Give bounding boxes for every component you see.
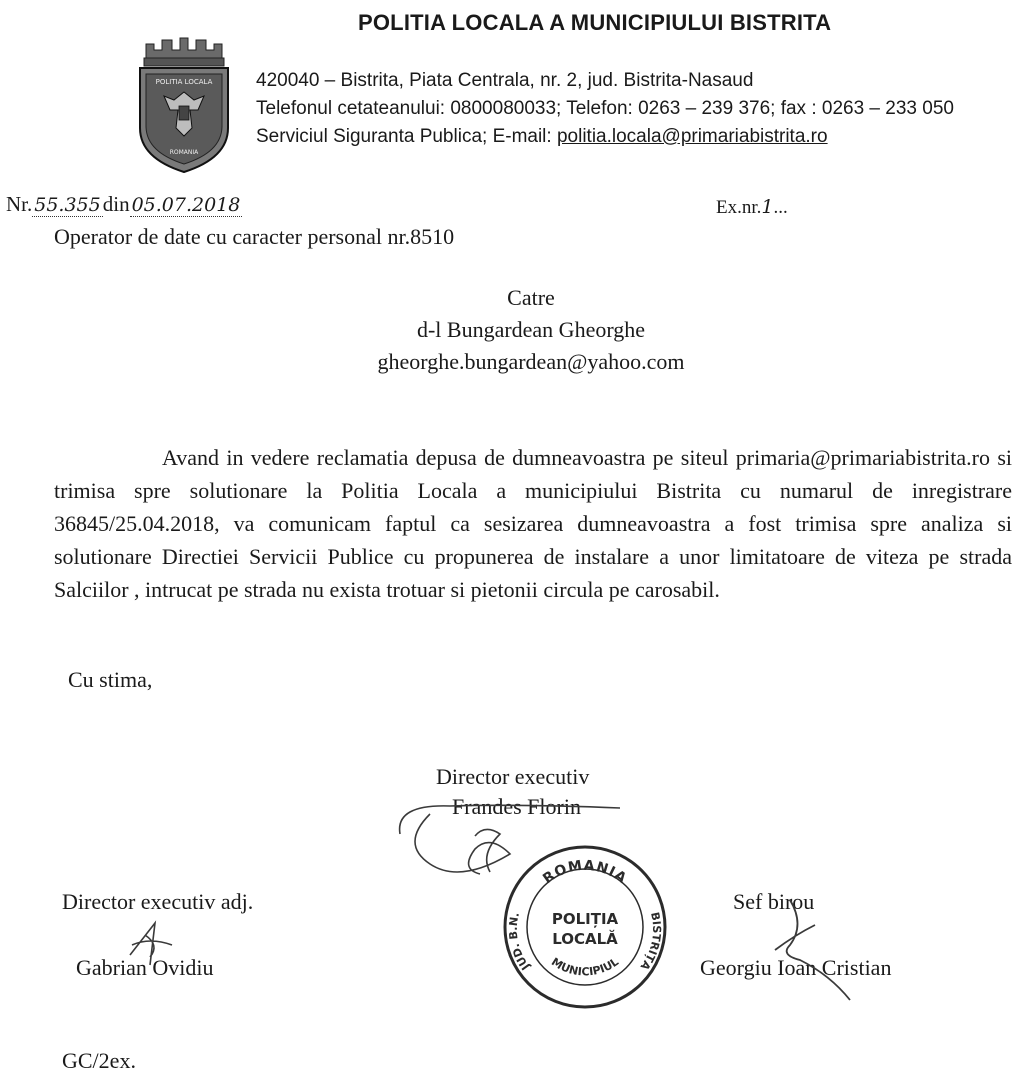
recipient-label: Catre <box>507 285 555 310</box>
institution-email-link[interactable]: politia.locala@primariabistrita.ro <box>556 126 828 147</box>
letter-body-text: Avand in vedere reclamatia depusa de dumneavoastra pe siteul primaria@primariabistrita.ro si trimisa spre solutionare la Politia Locala a municipiului Bistrita cu numarul de inregistrare 36845/25.04.2018, va comunicam faptul ca sesizarea dumneavoastra a fost trimisa spre analiza si solutionare Directiei Servicii Publice cu propunerea de instalare a unor limitatoare de viteza pe strada Salciilor , intrucat pe strada nu exista trotuar si pietonii circula pe carosabil. <box>54 445 1012 602</box>
institution-title: POLITIA LOCALA A MUNICIPIULUI BISTRITA <box>358 10 832 35</box>
ex-label: Ex.nr. <box>716 197 762 218</box>
document-reference: GC/2ex. <box>62 1048 136 1073</box>
coat-of-arms-crest <box>134 36 234 174</box>
stamp-bottom-text: MUNICIPIUL <box>549 955 622 979</box>
copy-number: Ex.nr.1... <box>716 196 788 218</box>
salutation: Cu stima, <box>68 667 153 692</box>
recipient-name: d-l Bungardean Gheorghe <box>416 317 646 342</box>
letter-body <box>54 441 1012 606</box>
office-chief-title: Sef birou <box>733 889 815 914</box>
stamp-top-text: ROMANIA <box>540 857 630 888</box>
deputy-director-title: Director executiv adj. <box>62 889 254 914</box>
date-value: 05.07.2018 <box>131 194 241 216</box>
stamp-right-text: BISTRIȚA <box>637 911 664 973</box>
director-name: Frandes Florin <box>452 794 581 819</box>
din-label: din <box>102 192 130 216</box>
office-chief-name: Georgiu Ioan Cristian <box>700 955 892 980</box>
address-line: 420040 – Bistrita, Piata Centrala, nr. 2, jud. Bistrita-Nasaud <box>256 70 754 91</box>
office-chief-signature <box>770 895 860 1005</box>
nr-label: Nr. <box>6 192 33 216</box>
registration-number-line <box>6 192 242 217</box>
crest-text-top: POLITIA LOCALA <box>155 78 213 86</box>
stamp-left-text: JUD. B.N. <box>506 910 533 973</box>
deputy-director-name: Gabrian Ovidiu <box>76 955 214 980</box>
svg-text:ROMANIA <box>540 858 630 888</box>
crest-text-bottom: ROMANIA <box>169 149 199 156</box>
service-prefix: Serviciul Siguranta Publica; E-mail: <box>256 126 557 147</box>
deputy-signature <box>120 915 180 970</box>
official-stamp <box>500 842 670 1012</box>
phone-line: Telefonul cetateanului: 0800080033; Telefon: 0263 – 239 376; fax : 0263 – 233 050 <box>256 98 954 119</box>
svg-text:MUNICIPIUL <box>549 955 621 978</box>
ex-value: 1 <box>761 196 774 218</box>
recipient-email: gheorghe.bungardean@yahoo.com <box>377 349 685 374</box>
data-operator-line: Operator de date cu caracter personal nr.8510 <box>54 224 455 249</box>
nr-value: 55.355 <box>34 194 101 216</box>
stamp-center-line2: LOCALĂ <box>552 930 618 948</box>
stamp-center-line1: POLIȚIA <box>551 910 619 928</box>
director-title: Director executiv <box>436 764 590 789</box>
service-email-line <box>256 126 828 148</box>
